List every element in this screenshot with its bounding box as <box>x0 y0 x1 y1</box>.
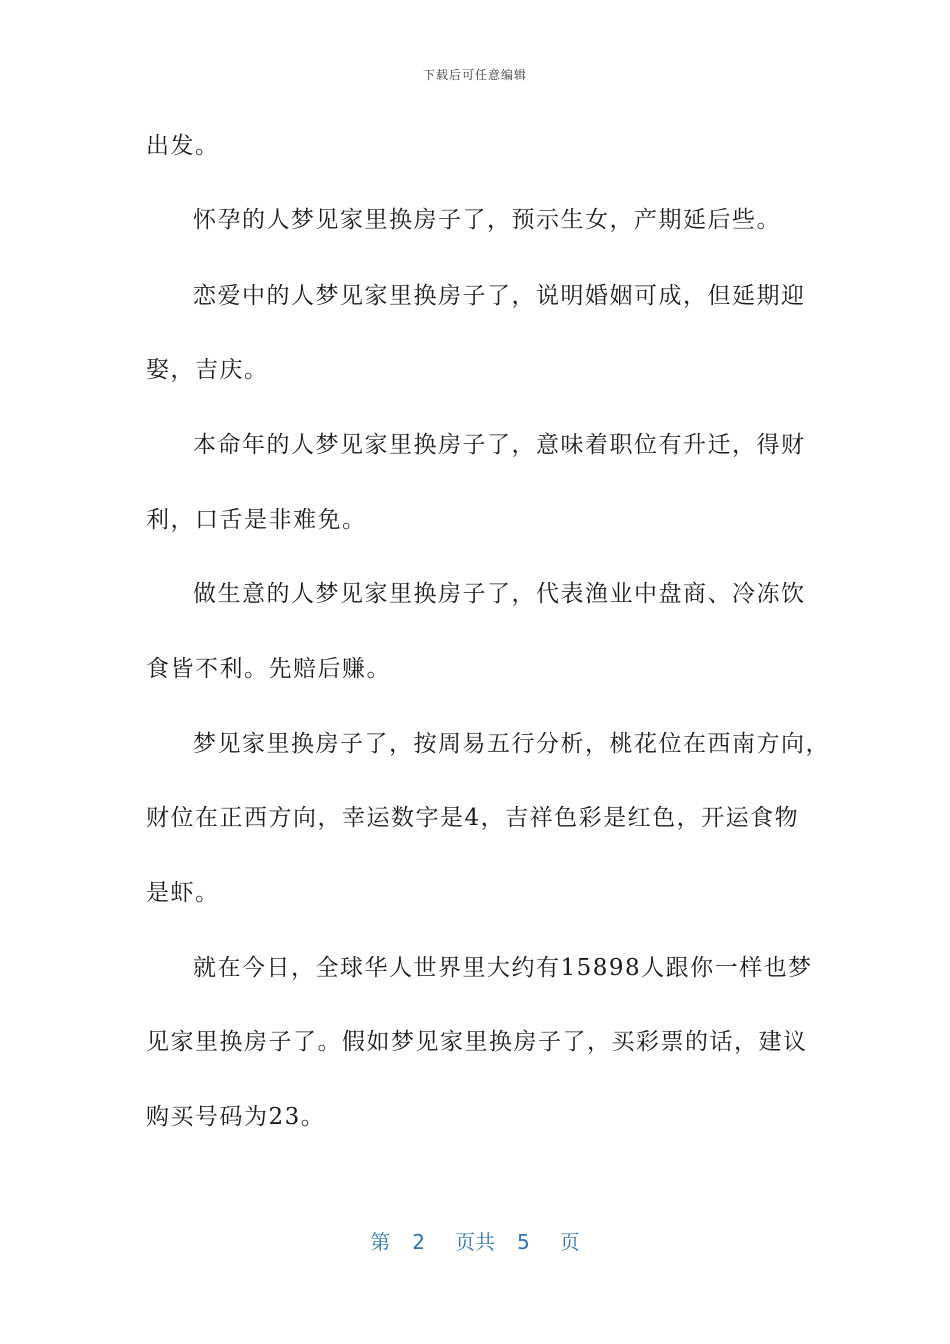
footer-middle: 页共 <box>455 1230 495 1254</box>
text-line: 本命年的人梦见家里换房子了，意味着职位有升迁，得财 <box>193 432 806 458</box>
footer-page-number: 2 <box>412 1230 425 1254</box>
text-line: 梦见家里换房子了，按周易五行分析，桃花位在西南方向， <box>193 731 830 757</box>
text-line: 做生意的人梦见家里换房子了，代表渔业中盘商、冷冻饮 <box>193 581 806 607</box>
text-line: 财位在正西方向，幸运数字是4，吉祥色彩是红色，开运食物 <box>146 805 800 831</box>
text-line: 就在今日，全球华人世界里大约有15898人跟你一样也梦 <box>193 955 813 981</box>
footer-suffix: 页 <box>559 1230 580 1254</box>
text-line: 购买号码为23。 <box>146 1104 326 1130</box>
page-header: 下载后可任意编辑 <box>422 68 527 82</box>
page-footer <box>0 1226 950 1255</box>
footer-total-pages: 5 <box>517 1230 530 1254</box>
footer-prefix: 第 <box>370 1230 391 1254</box>
text-line: 见家里换房子了。假如梦见家里换房子了，买彩票的话，建议 <box>146 1029 808 1055</box>
text-line: 食皆不利。先赔后赚。 <box>146 656 391 682</box>
text-line: 怀孕的人梦见家里换房子了，预示生女，产期延后些。 <box>193 207 781 233</box>
text-line: 恋爱中的人梦见家里换房子了，说明婚姻可成，但延期迎 <box>193 283 806 309</box>
text-line: 娶，吉庆。 <box>146 357 269 383</box>
text-line: 出发。 <box>146 133 220 159</box>
text-line: 利，口舌是非难免。 <box>146 507 367 533</box>
text-line: 是虾。 <box>146 880 220 906</box>
